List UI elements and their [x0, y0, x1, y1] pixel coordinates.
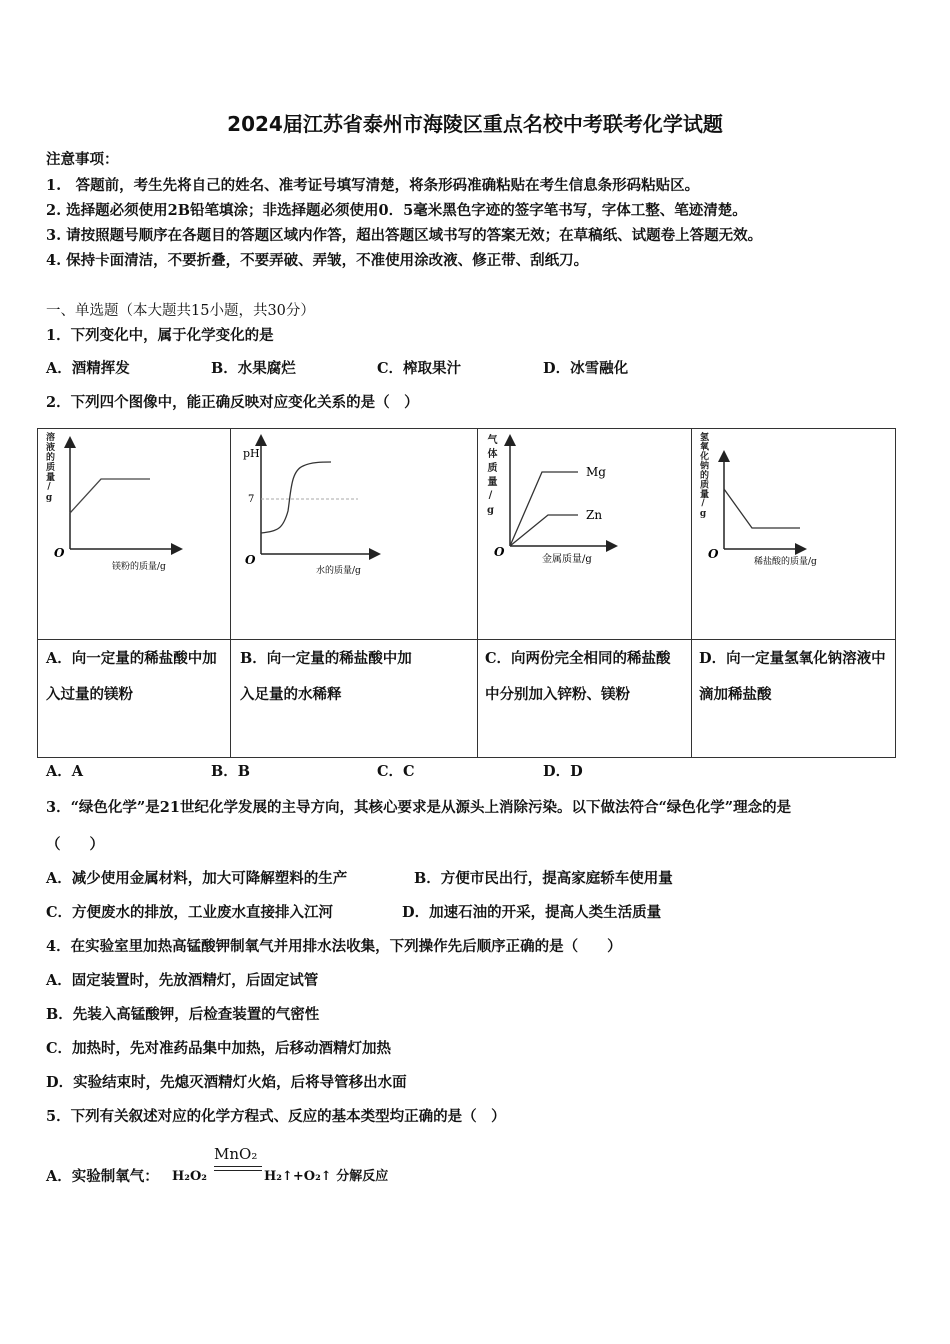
q2-option-d: D．D: [543, 763, 583, 780]
q2-option-a: A．A: [46, 763, 84, 780]
q3-option-d: D．加速石油的开采，提高人类生活质量: [402, 904, 662, 921]
graph-d: [694, 431, 894, 581]
q5-option-a-prefix: A．实验制氧气：: [46, 1168, 159, 1185]
question-3: 3．“绿色化学”是21世纪化学发展的主导方向，其核心要求是从源头上消除污染。以下做法符合“绿色化学”理念的是: [46, 799, 792, 816]
section-heading: 一、单选题（本大题共15小题，共30分）: [46, 303, 315, 319]
origin-label: O: [494, 545, 505, 559]
q4-option-a: A．固定装置时，先放酒精灯，后固定试管: [46, 972, 319, 989]
q2-option-c: C．C: [377, 763, 415, 780]
reaction-equals-sign: [214, 1166, 262, 1171]
y-axis-label: pH: [243, 447, 260, 460]
q3-option-b: B．方便市民出行，提高家庭轿车使用量: [414, 870, 673, 887]
description-c: C．向两份完全相同的稀盐酸中分别加入锌粉、镁粉: [485, 650, 671, 703]
y-axis-label: 气体质量/g: [485, 434, 496, 520]
graph-a: [40, 431, 228, 581]
page-title: 2024届江苏省泰州市海陵区重点名校中考联考化学试题: [227, 112, 723, 136]
q1-option-c: C．榨取果汁: [377, 360, 462, 377]
q1-option-b: B．水果腐烂: [211, 360, 296, 377]
notice-item: 2. 选择题必须使用2B铅笔填涂；非选择题必须使用0．5毫米黑色字迹的签字笔书写，字体工整、笔迹清楚。: [46, 202, 747, 219]
notice-item: 3. 请按照题号顺序在各题目的答题区域内作答，超出答题区域书写的答案无效；在草稿纸、试题卷上答题无效。: [46, 227, 763, 244]
question-1: 1．下列变化中，属于化学变化的是: [46, 327, 274, 344]
description-b: B．向一定量的稀盐酸中加入足量的水稀释: [240, 650, 412, 703]
ph-7-tick: 7: [248, 494, 255, 505]
origin-label: O: [708, 547, 719, 561]
graph-c: [480, 431, 688, 581]
q5-products: H₂↑+O₂↑ 分解反应: [264, 1169, 389, 1184]
q3-option-a: A．减少使用金属材料，加大可降解塑料的生产: [46, 870, 348, 887]
question-5: 5．下列有关叙述对应的化学方程式、反应的基本类型均正确的是（ ）: [46, 1108, 506, 1125]
notice-item: 4. 保持卡面清洁，不要折叠，不要弄破、弄皱，不准使用涂改液、修正带、刮纸刀。: [46, 252, 589, 269]
graph-table: [37, 428, 896, 758]
x-axis-label: 金属质量/g: [542, 554, 592, 565]
series-label-mg: Mg: [586, 465, 606, 479]
q1-option-a: A．酒精挥发: [46, 360, 130, 377]
q3-answer-paren: （ ）: [46, 836, 104, 853]
x-axis-label: 镁粉的质量/g: [112, 562, 166, 572]
catalyst-label: MnO₂: [214, 1145, 258, 1163]
q4-option-d: D．实验结束时，先熄灭酒精灯火焰，后将导管移出水面: [46, 1074, 407, 1091]
q3-option-c: C．方便废水的排放，工业废水直接排入江河: [46, 904, 334, 921]
graph-b: [233, 431, 473, 581]
notice-heading: 注意事项：: [46, 151, 119, 168]
q5-reactant: H₂O₂: [172, 1169, 207, 1184]
notice-item: 1. 答题前，考生先将自己的姓名、准考证号填写清楚，将条形码准确粘贴在考生信息条形码粘贴区。: [46, 177, 700, 194]
origin-label: O: [54, 546, 65, 560]
question-2: 2．下列四个图像中，能正确反映对应变化关系的是（ ）: [46, 394, 419, 411]
y-axis-label: 溶液的质量/g: [44, 432, 54, 504]
description-d: D．向一定量氢氧化钠溶液中滴加稀盐酸: [699, 650, 886, 703]
q4-option-b: B．先装入高锰酸钾，后检查装置的气密性: [46, 1006, 320, 1023]
question-4: 4．在实验室里加热高锰酸钾制氧气并用排水法收集，下列操作先后顺序正确的是（ ）: [46, 938, 622, 955]
description-a: A．向一定量的稀盐酸中加入过量的镁粉: [46, 650, 217, 703]
q2-option-b: B．B: [211, 763, 251, 780]
y-axis-label: 氢氧化钠的质量/g: [698, 432, 708, 520]
q1-option-d: D．冰雪融化: [543, 360, 629, 377]
x-axis-label: 水的质量/g: [316, 566, 361, 576]
series-label-zn: Zn: [586, 508, 603, 522]
q4-option-c: C．加热时，先对准药品集中加热，后移动酒精灯加热: [46, 1040, 392, 1057]
origin-label: O: [245, 553, 256, 567]
x-axis-label: 稀盐酸的质量/g: [754, 557, 817, 567]
